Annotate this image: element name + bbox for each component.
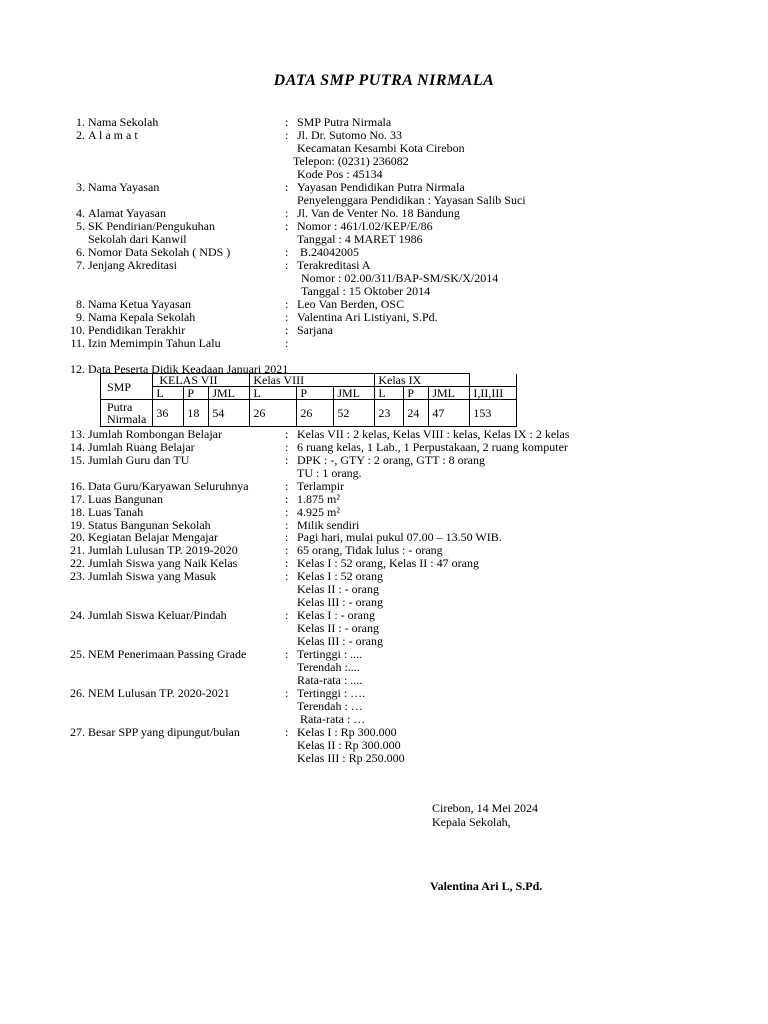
item-label-building-area: Luas Bangunan (88, 492, 163, 506)
item-number: 22. (70, 556, 85, 570)
colon: : (285, 686, 289, 700)
table-cell: 24 (404, 400, 429, 427)
table-header-class-ix: Kelas IX (375, 374, 470, 387)
colon: : (285, 297, 289, 311)
item-number: 11. (70, 336, 85, 350)
item-number: 5. (76, 219, 85, 233)
colon: : (285, 479, 289, 493)
item-value-incoming: Kelas II : - orang (297, 582, 379, 596)
item-number: 18. (70, 505, 85, 519)
item-value-address-line: Kecamatan Kesambi Kota Cirebon (297, 141, 465, 155)
item-number: 6. (76, 245, 85, 259)
row-label-line: Putra (107, 400, 133, 414)
item-value-address-line: Jl. Dr. Sutomo No. 33 (297, 128, 403, 142)
item-number: 14. (70, 440, 85, 454)
table-cell: P (297, 387, 334, 400)
item-number: 23. (70, 569, 85, 583)
item-value-postal-code: Kode Pos : 45134 (297, 167, 383, 181)
colon: : (285, 492, 289, 506)
table-cell: L (153, 387, 184, 400)
table-header-smp: SMP (101, 374, 153, 400)
item-label-teaching-activity: Kegiatan Belajar Mengajar (88, 530, 218, 544)
item-value-foundation-head: Leo Van Berden, OSC (297, 297, 405, 311)
item-value-sk-date: Tanggal : 4 MARET 1986 (297, 232, 423, 246)
item-value-accreditation-number: Nomor : 02.00/311/BAP-SM/SK/X/2014 (301, 271, 499, 285)
item-label-education: Pendidikan Terakhir (88, 323, 186, 337)
item-value-building-area: 1.875 m² (297, 492, 340, 506)
item-label-outgoing: Jumlah Siswa Keluar/Pindah (88, 608, 227, 622)
item-number: 13. (70, 427, 85, 441)
colon: : (285, 258, 289, 272)
item-label-foundation-address: Alamat Yayasan (88, 206, 166, 220)
item-value-graduate-nem: Tertinggi : …. (297, 686, 366, 700)
table-cell: 23 (375, 400, 404, 427)
table-subheader-row (101, 387, 517, 400)
row-label-line: Nirmala (107, 412, 147, 426)
table-header-row (101, 374, 517, 387)
item-label-study-groups: Jumlah Rombongan Belajar (88, 427, 222, 441)
colon: : (285, 518, 289, 532)
table-cell: P (184, 387, 209, 400)
colon: : (285, 128, 289, 142)
item-value-study-groups: Kelas VII : 2 kelas, Kelas VIII : kelas, Kelas IX : 2 kelas (297, 427, 570, 441)
colon: : (285, 543, 289, 557)
table-cell: 26 (250, 400, 297, 427)
item-label-incoming: Jumlah Siswa yang Masuk (88, 569, 217, 583)
item-value-incoming: Kelas I : 52 orang (297, 569, 383, 583)
item-number: 3. (76, 180, 85, 194)
signature-position: Kepala Sekolah, (432, 815, 511, 829)
item-label-spp: Besar SPP yang dipungut/bulan (88, 725, 240, 739)
item-value-foundation-organizer: Penyelenggara Pendidikan : Yayasan Salib Suci (297, 193, 526, 207)
table-cell: JML (429, 387, 470, 400)
item-value-staff-data: Terlampir (297, 479, 345, 493)
item-number: 15. (70, 453, 85, 467)
item-number: 7. (76, 258, 85, 272)
item-value-passing-grade: Tertinggi : .... (297, 647, 363, 661)
item-label-address: A l a m a t (88, 128, 138, 142)
item-label-passing-grade: NEM Penerimaan Passing Grade (88, 647, 247, 661)
colon: : (285, 453, 289, 467)
item-value-teachers: DPK : -, GTY : 2 orang, GTT : 8 orang (297, 453, 485, 467)
table-cell: JML (209, 387, 250, 400)
table-cell: L (250, 387, 297, 400)
item-number: 27. (70, 725, 85, 739)
item-number: 25. (70, 647, 85, 661)
table-cell: 54 (209, 400, 250, 427)
item-value-teaching-activity: Pagi hari, mulai pukul 07.00 – 13.50 WIB. (297, 530, 502, 544)
colon: : (285, 310, 289, 324)
item-value-phone: Telepon: (0231) 236082 (293, 154, 409, 168)
table-header-class-vii: KELAS VII (153, 374, 250, 387)
colon: : (285, 440, 289, 454)
table-cell: 18 (184, 400, 209, 427)
student-data-table (100, 373, 517, 427)
item-value-accreditation: Terakreditasi A (297, 258, 371, 272)
item-label-sk: Sekolah dari Kanwil (88, 232, 187, 246)
colon: : (285, 245, 289, 259)
table-cell: P (404, 387, 429, 400)
item-number: 4. (76, 206, 85, 220)
colon: : (285, 336, 289, 350)
table-cell: JML (334, 387, 375, 400)
item-label-accreditation: Jenjang Akreditasi (88, 258, 177, 272)
item-value-school-name: SMP Putra Nirmala (297, 115, 392, 129)
item-label-principal: Nama Kepala Sekolah (88, 310, 196, 324)
item-number: 21. (70, 543, 85, 557)
table-row-label (101, 400, 153, 427)
item-number: 8. (76, 297, 85, 311)
colon: : (285, 556, 289, 570)
item-value-rooms: 6 ruang kelas, 1 Lab., 1 Perpustakaan, 2 ruang komputer (297, 440, 568, 454)
item-number: 20. (70, 530, 85, 544)
signature-block (432, 801, 538, 829)
table-row (101, 400, 517, 427)
item-label-school-name: Nama Sekolah (88, 115, 159, 129)
colon: : (285, 608, 289, 622)
item-value-accreditation-date: Tanggal : 15 Oktober 2014 (301, 284, 431, 298)
item-value-foundation-address: Jl. Van de Venter No. 18 Bandung (297, 206, 460, 220)
item-label-building-status: Status Bangunan Sekolah (88, 518, 211, 532)
table-header-class-viii: Kelas VIII (250, 374, 375, 387)
colon: : (285, 323, 289, 337)
table-cell: 26 (297, 400, 334, 427)
item-value-principal: Valentina Ari Listiyani, S.Pd. (297, 310, 438, 324)
table-cell: 153 (470, 400, 517, 427)
table-cell: I,II,III (470, 387, 517, 400)
item-value-graduate-nem: Rata-rata : … (300, 712, 366, 726)
colon: : (285, 180, 289, 194)
item-value-graduates: 65 orang, Tidak lulus : - orang (297, 543, 443, 557)
item-value-foundation: Yayasan Pendidikan Putra Nirmala (297, 180, 465, 194)
colon: : (285, 530, 289, 544)
item-label-teachers: Jumlah Guru dan TU (88, 453, 190, 467)
table-cell: 36 (153, 400, 184, 427)
item-value-outgoing: Kelas I : - orang (297, 608, 375, 622)
item-value-incoming: Kelas III : - orang (297, 595, 383, 609)
item-value-staff: TU : 1 orang. (297, 466, 362, 480)
colon: : (285, 427, 289, 441)
signature-place-date: Cirebon, 14 Mei 2024 (432, 801, 538, 815)
item-value-spp: Kelas III : Rp 250.000 (297, 751, 405, 765)
item-number: 12. (70, 362, 85, 376)
item-value-building-status: Milik sendiri (297, 518, 360, 532)
item-value-passing-grade: Terendah :.... (297, 660, 360, 674)
colon: : (285, 505, 289, 519)
item-label-foundation: Nama Yayasan (88, 180, 160, 194)
item-number: 1. (76, 115, 85, 129)
signature-name: Valentina Ari L, S.Pd. (430, 879, 543, 893)
item-value-land-area: 4.925 m² (297, 505, 340, 519)
item-number: 9. (76, 310, 85, 324)
item-number: 17. (70, 492, 85, 506)
colon: : (285, 219, 289, 233)
item-number: 10. (70, 323, 85, 337)
item-value-graduate-nem: Terendah : … (297, 699, 363, 713)
item-value-spp: Kelas II : Rp 300.000 (297, 738, 401, 752)
table-cell: 52 (334, 400, 375, 427)
item-value-outgoing: Kelas II : - orang (297, 621, 379, 635)
item-number: 16. (70, 479, 85, 493)
item-value-sk-number: Nomor : 461/I.02/KEP/E/86 (297, 219, 433, 233)
item-label-foundation-head: Nama Ketua Yayasan (88, 297, 191, 311)
table-header-empty (470, 374, 517, 387)
item-label-graduates: Jumlah Lulusan TP. 2019-2020 (88, 543, 238, 557)
item-number: 26. (70, 686, 85, 700)
document-title: DATA SMP PUTRA NIRMALA (273, 72, 495, 89)
item-label-land-area: Luas Tanah (88, 505, 144, 519)
item-label-staff-data: Data Guru/Karyawan Seluruhnya (88, 479, 249, 493)
colon: : (285, 206, 289, 220)
colon: : (285, 115, 289, 129)
table-cell: L (375, 387, 404, 400)
item-value-outgoing: Kelas III : - orang (297, 634, 383, 648)
item-label-rooms: Jumlah Ruang Belajar (88, 440, 195, 454)
item-value-nds: B.24042005 (300, 245, 360, 259)
colon: : (285, 647, 289, 661)
colon: : (285, 569, 289, 583)
item-value-education: Sarjana (297, 323, 333, 337)
table-cell: 47 (429, 400, 470, 427)
item-value-passing-grade: Rata-rata : .... (297, 673, 363, 687)
item-label-sk: SK Pendirian/Pengukuhan (88, 219, 215, 233)
item-value-spp: Kelas I : Rp 300.000 (297, 725, 397, 739)
item-label-lead-permit: Izin Memimpin Tahun Lalu (88, 336, 221, 350)
item-number: 2. (76, 128, 85, 142)
item-label-promoted: Jumlah Siswa yang Naik Kelas (88, 556, 238, 570)
item-label-graduate-nem: NEM Lulusan TP. 2020-2021 (88, 686, 230, 700)
item-label-nds: Nomor Data Sekolah ( NDS ) (88, 245, 231, 259)
item-number: 19. (70, 518, 85, 532)
item-number: 24. (70, 608, 85, 622)
item-label-student-data: Data Peserta Didik Keadaan Januari 2021 (88, 362, 289, 376)
colon: : (285, 725, 289, 739)
item-value-promoted: Kelas I : 52 orang, Kelas II : 47 orang (297, 556, 479, 570)
